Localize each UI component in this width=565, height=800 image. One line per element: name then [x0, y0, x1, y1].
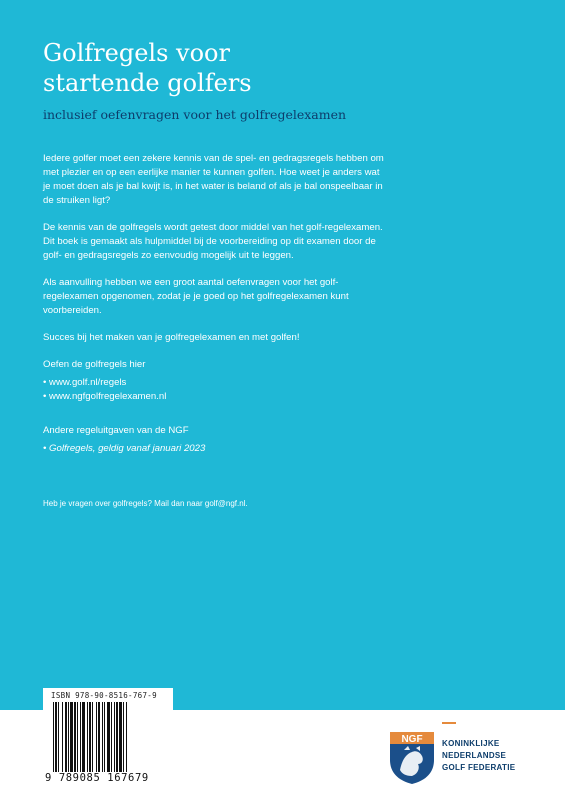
contact-mail: Heb je vragen over golfregels? Mail dan naar golf@ngf.nl.	[43, 499, 248, 508]
blurb-paragraph-4: Succes bij het maken van je golfregelexamen en met golfen!	[43, 332, 300, 343]
title-line-2: startende golfers	[43, 69, 252, 97]
ngf-name	[442, 738, 562, 774]
blurb	[43, 152, 388, 469]
link-ngf-examen[interactable]: • www.ngfgolfregelexamen.nl	[43, 391, 167, 402]
ngf-line-1: KONINKLIJKE	[442, 739, 500, 748]
blurb-paragraph-3: Als aanvulling hebben we een groot aantal oefenvragen voor het golf-regelexamen opgenomen, zodat je je goed op het golfregelexamen kunt voorbereiden.	[43, 277, 349, 316]
barcode	[43, 688, 173, 792]
practice-heading: Oefen de golfregels hier	[43, 359, 146, 370]
ngf-badge-text: NGF	[401, 734, 423, 745]
practice-links	[43, 358, 388, 404]
other-heading: Andere regeluitgaven van de NGF	[43, 425, 189, 436]
book-subtitle: inclusief oefenvragen voor het golfregelexamen	[43, 107, 347, 122]
ngf-shield-logo	[388, 730, 436, 785]
other-publications	[43, 424, 388, 456]
book-title	[43, 38, 252, 98]
other-item: • Golfregels, geldig vanaf januari 2023	[43, 443, 206, 454]
blurb-paragraph-1: Iedere golfer moet een zekere kennis van de spel- en gedragsregels hebben om met plezier en op een eerlijke manier te kunnen golfen. Hoe weet je anders wat je moet doen als je bal kwijt is, in het water is beland of als je bal onspeelbaar in de struiken ligt?	[43, 153, 384, 206]
logo-accent-line	[442, 722, 456, 724]
ngf-line-2: NEDERLANDSE	[442, 751, 507, 760]
barcode-bar	[127, 702, 129, 772]
link-golf-regels[interactable]: • www.golf.nl/regels	[43, 377, 127, 388]
isbn-text: ISBN 978-90-8516-767-9	[51, 691, 157, 700]
ngf-line-3: GOLF FEDERATIE	[442, 763, 516, 772]
title-line-1: Golfregels voor	[43, 39, 230, 67]
blurb-paragraph-2: De kennis van de golfregels wordt getest door middel van het golf-regelexamen. Dit boek is gemaakt als hulpmiddel bij de voorbereiding op dit examen door de golf- en gedragsregels zo eenvoudig mogelijk uit te leggen.	[43, 222, 383, 261]
barcode-bars	[53, 702, 165, 772]
barcode-digits: 9 789085 167679	[45, 772, 149, 784]
